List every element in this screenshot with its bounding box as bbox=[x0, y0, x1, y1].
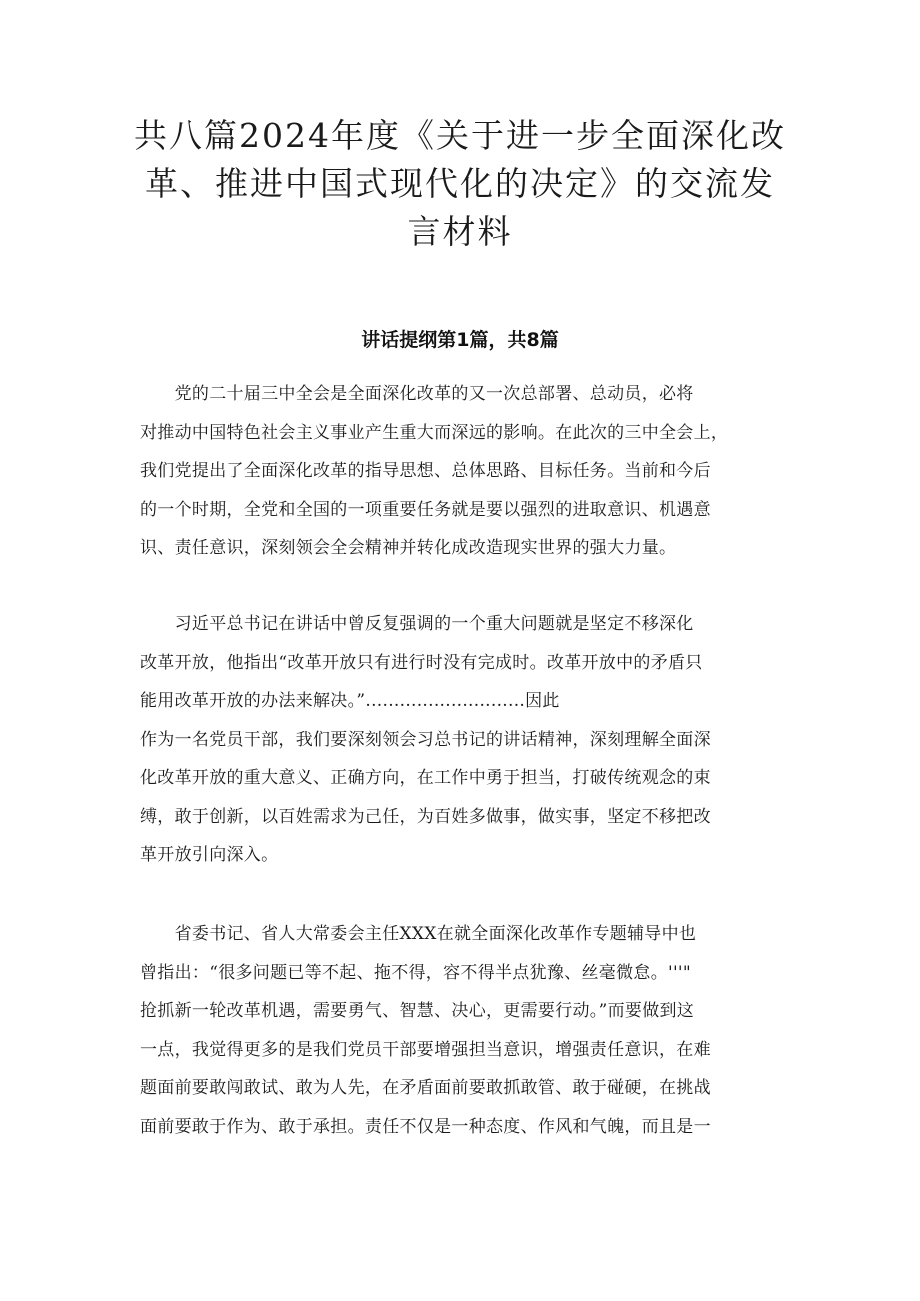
paragraph-line: 一点，我觉得更多的是我们党员干部要增强担当意识，增强责任意识，在难 bbox=[140, 1039, 711, 1060]
paragraph-line: 面前要敢于作为、敢于承担。责任不仅是一种态度、作风和气魄，而且是一 bbox=[140, 1116, 711, 1137]
paragraph-2 bbox=[140, 605, 790, 875]
paragraph-line: 改革开放，他指出“改革开放只有进行时没有完成时。改革开放中的矛盾只 bbox=[140, 652, 703, 673]
paragraph-line: 曾指出：“很多问题已等不起、拖不得，容不得半点犹豫、丝毫微怠。'''" bbox=[140, 962, 692, 983]
paragraph-line: 革开放引向深入。 bbox=[140, 845, 279, 865]
paragraph-line: 能用改革开放的办法来解决。”............................因此 bbox=[140, 691, 560, 711]
paragraph-3 bbox=[140, 915, 790, 1146]
document-title bbox=[120, 112, 800, 256]
paragraph-line: 缚，敢于创新，以百姓需求为己任，为百姓多做事，做实事，坚定不移把改 bbox=[140, 806, 711, 827]
paragraph-line: 作为一名党员干部，我们要深刻领会习总书记的讲话精神，深刻理解全面深 bbox=[140, 729, 711, 750]
paragraph-line: 的一个时期，全党和全国的一项重要任务就是要以强烈的进取意识、机遇意 bbox=[140, 499, 711, 520]
paragraph-1 bbox=[140, 375, 790, 568]
paragraph-line: 省委书记、省人大常委会主任XXX在就全面深化改革作专题辅导中也 bbox=[140, 924, 697, 944]
paragraph-line: 识、责任意识，深刻领会全会精神并转化成改造现实世界的强大力量。 bbox=[140, 538, 677, 558]
title-line-1: 共八篇2024年度《关于进一步全面深化改 bbox=[134, 116, 786, 155]
paragraph-line: 习近平总书记在讲话中曾反复强调的一个重大问题就是坚定不移深化 bbox=[140, 614, 694, 634]
paragraph-line: 化改革开放的重大意义、正确方向，在工作中勇于担当，打破传统观念的束 bbox=[140, 768, 711, 788]
paragraph-line: 对推动中国特色社会主义事业产生重大而深远的影响。在此次的三中全会上， bbox=[140, 422, 729, 443]
paragraph-line: 我们党提出了全面深化改革的指导思想、总体思路、目标任务。当前和今后 bbox=[140, 461, 711, 481]
paragraph-line: 抢抓新一轮改革机遇，需要勇气、智慧、决心，更需要行动。”而要做到这 bbox=[140, 1001, 695, 1021]
section-subtitle: 讲话提纲第1篇，共8篇 bbox=[361, 329, 559, 351]
title-line-3: 言材料 bbox=[407, 212, 513, 251]
paragraph-line: 题面前要敢闯敢试、敢为人先，在矛盾面前要敢抓敢管、敢于碰硬，在挑战 bbox=[140, 1078, 711, 1098]
paragraph-line: 党的二十届三中全会是全面深化改革的又一次总部署、总动员，必将 bbox=[140, 384, 694, 404]
title-line-2: 革、推进中国式现代化的决定》的交流发 bbox=[145, 164, 775, 203]
